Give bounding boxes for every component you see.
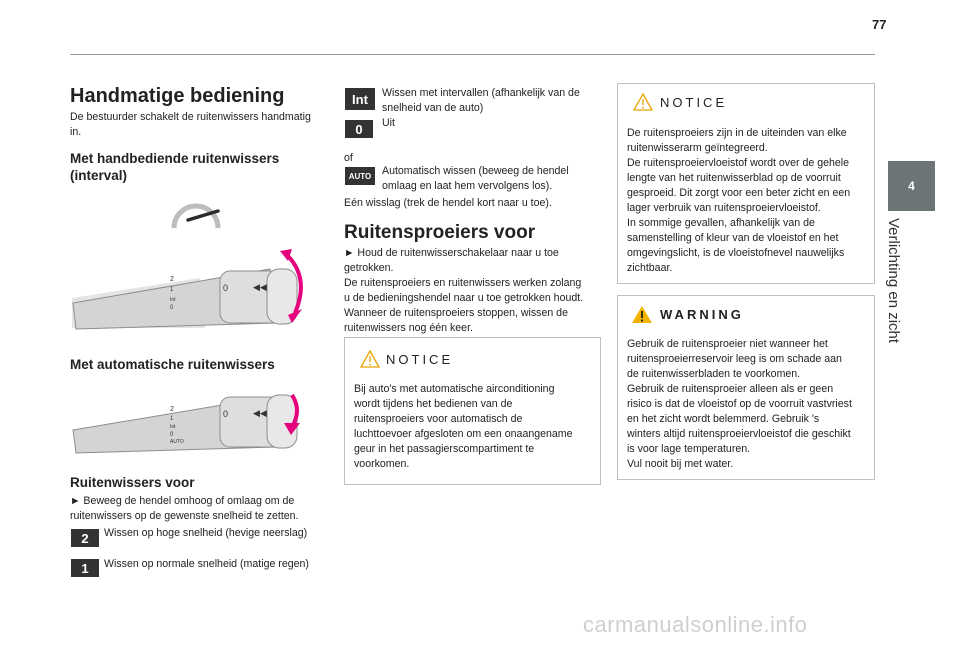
stalk-label-1: 1	[170, 287, 174, 293]
warning-line: risico is dat de vloeistof op de voorruit vastvriest	[627, 398, 852, 410]
chapter-tab[interactable]: 4	[888, 161, 935, 211]
body-line: ruitenwissers nog één keer.	[344, 322, 473, 334]
stalk-label-0-ring: 0	[223, 409, 229, 419]
warning-line: de ruitenwisserbladen te voorkomen.	[627, 368, 801, 380]
notice-title: NOTICE	[386, 352, 454, 367]
stalk-label-int: Int	[170, 424, 176, 430]
front-wipers-step	[70, 494, 299, 524]
stalk-label-int: Int	[170, 297, 176, 303]
rear-wiper-icon: ◀◀	[253, 282, 267, 292]
subheading-interval	[70, 150, 279, 184]
stalk-label-0: 0	[170, 432, 174, 438]
body-line: De ruitensproeiers en ruitenwissers werken zolang	[344, 277, 582, 289]
notice-line: samenstelling of kleur van de vloeistof en het	[627, 232, 839, 244]
wiper-stalk-illustration-interval	[70, 243, 310, 335]
wiper-stalk-illustration-auto	[70, 385, 310, 455]
stalk-label-2: 2	[170, 276, 174, 283]
notice-text	[354, 382, 573, 472]
intro-line: in.	[70, 126, 82, 138]
notice-title: NOTICE	[660, 95, 728, 110]
off-text: Uit	[382, 117, 395, 129]
warning-line: is voor lage temperaturen.	[627, 443, 751, 455]
warning-line: en het zicht wordt belemmerd. Gebruik 's	[627, 413, 820, 425]
notice-line: zichtbaar.	[627, 262, 673, 274]
int-line: snelheid van de auto)	[382, 102, 484, 114]
notice-line: geur in het passagierscompartiment te	[354, 443, 535, 455]
or-text: of	[344, 152, 353, 164]
notice-line: luchttoevoer afgesloten om een onaangename	[354, 428, 573, 440]
step-line: ruitenwissers op de gewenste snelheid te zetten.	[70, 510, 299, 522]
notice-line: lager verbruik van ruitensproeiervloeistof.	[627, 202, 821, 214]
steering-wheel-icon	[170, 198, 222, 232]
badge-speed-2: 2	[71, 529, 99, 547]
auto-text	[382, 164, 569, 194]
intro-line: De bestuurder schakelt de ruitenwissers handmatig	[70, 111, 311, 123]
stalk-label-1: 1	[170, 416, 174, 422]
step-line: ► Beweeg de hendel omhoog of omlaag om de	[70, 495, 295, 507]
chapter-title-vertical	[885, 218, 915, 346]
single-wipe-text: Eén wisslag (trek de hendel kort naar u toe).	[344, 197, 552, 209]
rear-wiper-icon: ◀◀	[253, 408, 267, 418]
notice-line: De ruitensproeiers zijn in de uiteinden van elke	[627, 127, 847, 139]
auto-line: Automatisch wissen (beweeg de hendel	[382, 165, 569, 177]
notice-line: voorkomen.	[354, 458, 410, 470]
stalk-label-0: 0	[170, 305, 174, 311]
notice-line: gesproeid. Dit zorgt voor een beter zicht en een	[627, 187, 851, 199]
subheading-automatic: Met automatische ruitenwissers	[70, 357, 275, 372]
int-line: Wissen met intervallen (afhankelijk van de	[382, 87, 580, 99]
notice-box-washers	[617, 83, 875, 284]
manual-intro	[70, 110, 311, 140]
body-line: Wanneer de ruitensproeiers stoppen, wissen de	[344, 307, 568, 319]
badge-auto: AUTO	[345, 167, 375, 185]
badge-off: 0	[345, 120, 373, 138]
page-number: 77	[872, 17, 887, 32]
header-divider	[70, 54, 875, 55]
int-text	[382, 86, 580, 116]
subheading-front-wipers: Ruitenwissers voor	[70, 475, 195, 490]
notice-line: De ruitensproeiervloeistof wordt over de gehele	[627, 157, 850, 169]
warning-line: Gebruik de ruitensproeier niet wanneer het	[627, 338, 828, 350]
warning-line: Vul nooit bij met water.	[627, 458, 734, 470]
section-title-washers: Ruitensproeiers voor	[344, 222, 536, 243]
warning-line: ruitensproeierreservoir leeg is om schade aan	[627, 353, 842, 365]
warning-line: Gebruik de ruitensproeier alleen als er geen	[627, 383, 834, 395]
subheading-line: Met handbediende ruitenwissers	[70, 151, 280, 166]
section-title-manual: Handmatige bediening	[70, 85, 285, 107]
watermark: carmanualsonline.info	[583, 612, 808, 637]
washers-body	[344, 246, 583, 336]
warning-line: winters altijd ruitensproeiervloeistof die geschikt	[627, 428, 851, 440]
stalk-label-auto: AUTO	[170, 439, 184, 445]
badge-int: Int	[345, 88, 375, 110]
notice-line: ruitenwisserarm geïntegreerd.	[627, 142, 768, 154]
body-line: ► Houd de ruitenwisserschakelaar naar u toe	[344, 247, 559, 259]
notice-line: omgevingslicht, is de vloeistofnevel nauwelijks	[627, 247, 845, 259]
notice-text	[627, 126, 850, 276]
notice-line: ruitensproeiers voor automatisch de	[354, 413, 523, 425]
chapter-title: Verlichting en zicht	[885, 218, 902, 344]
badge-speed-1: 1	[71, 559, 99, 577]
body-line: u de bedieningshendel naar u toe getrokken houdt.	[344, 292, 584, 304]
warning-text	[627, 337, 852, 472]
auto-line: omlaag en laat hem vervolgens los).	[382, 180, 553, 192]
stalk-label-2: 2	[170, 406, 174, 413]
subheading-line: (interval)	[70, 168, 128, 183]
notice-line: In sommige gevallen, afhankelijk van de	[627, 217, 815, 229]
notice-line: Bij auto's met automatische airconditioning	[354, 383, 555, 395]
notice-line: lengte van het ruitenwisserblad op de voorruit	[627, 172, 841, 184]
warning-title: WARNING	[660, 307, 744, 322]
stalk-label-0-ring: 0	[223, 283, 229, 293]
warning-triangle-icon	[631, 305, 653, 324]
warning-triangle-icon	[360, 350, 380, 368]
notice-box-aircon	[344, 337, 601, 485]
warning-box-washers	[617, 295, 875, 480]
speed-2-text: Wissen op hoge snelheid (hevige neerslag)	[104, 527, 308, 539]
body-line: getrokken.	[344, 262, 394, 274]
notice-line: wordt tijdens het bedienen van de	[354, 398, 513, 410]
speed-1-text: Wissen op normale snelheid (matige regen)	[104, 558, 309, 570]
warning-triangle-icon	[633, 93, 653, 111]
